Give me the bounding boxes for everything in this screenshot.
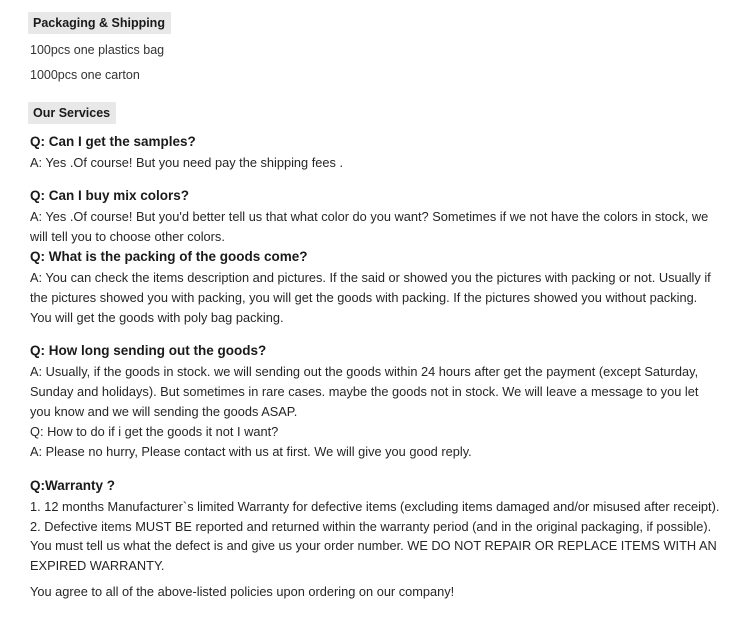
faq-answer: A: Yes .Of course! But you need pay the shipping fees .	[30, 155, 344, 170]
spacer	[28, 328, 722, 341]
section-heading-packaging: Packaging & Shipping	[28, 12, 171, 34]
extra-qa	[28, 422, 722, 462]
faq-question: Q: How long sending out the goods?	[30, 343, 267, 358]
warranty-section	[28, 476, 722, 602]
faq-answer: A: Usually, if the goods in stock. we will sending out the goods within 24 hours after get the payment (except Saturday, Sunday and holidays). But sometimes in rare cases. maybe the goods not in stock. We will leave a message to you let you know and we will sending the goods ASAP.	[30, 364, 699, 419]
faq-question: Q: What is the packing of the goods come?	[30, 249, 308, 264]
faq-item-1	[28, 132, 722, 173]
faq-item-4	[28, 341, 722, 422]
faq-question: Q: Can I get the samples?	[30, 134, 196, 149]
packaging-shipping-section	[28, 12, 722, 83]
faq-question: Q: Can I buy mix colors?	[30, 188, 190, 203]
warranty-heading: Q:Warranty ?	[30, 478, 116, 493]
spacer	[28, 462, 722, 476]
packaging-line-1: 100pcs one plastics bag	[30, 43, 165, 57]
packaging-line-2: 1000pcs one carton	[30, 68, 140, 82]
spacer	[28, 173, 722, 186]
warranty-item-2: 2. Defective items MUST BE reported and returned within the warranty period (and in the original packaging, if possible). You must tell us what the defect is and give us your order number. WE DO NOT REPAIR OR REPLACE ITEMS WITH AN EXPIRED WARRANTY.	[30, 518, 717, 573]
faq-answer: A: You can check the items description and pictures. If the said or showed you the pictures with packing or not. Usually if the pictures showed you with packing, you will get the goods with packing. If the pictures showed you without packing. You will get the goods with poly bag packing.	[30, 270, 711, 325]
warranty-item-1: 1. 12 months Manufacturer`s limited Warranty for defective items (excluding items damaged and/or misused after receipt).	[30, 499, 720, 514]
faq-item-3	[28, 247, 722, 328]
spacer	[28, 575, 722, 582]
faq-answer: A: Yes .Of course! But you'd better tell us that what color do you want? Sometimes if we not have the colors in stock, we will tell you to choose other colors.	[30, 209, 709, 244]
extra-question: Q: How to do if i get the goods it not I want?	[30, 424, 279, 439]
section-heading-services: Our Services	[28, 102, 116, 124]
faq-item-2	[28, 186, 722, 247]
extra-answer: A: Please no hurry, Please contact with us at first. We will give you good reply.	[30, 444, 472, 459]
spacer	[28, 92, 722, 102]
warranty-footer: You agree to all of the above-listed policies upon ordering on our company!	[30, 584, 455, 599]
our-services-section	[28, 102, 722, 462]
